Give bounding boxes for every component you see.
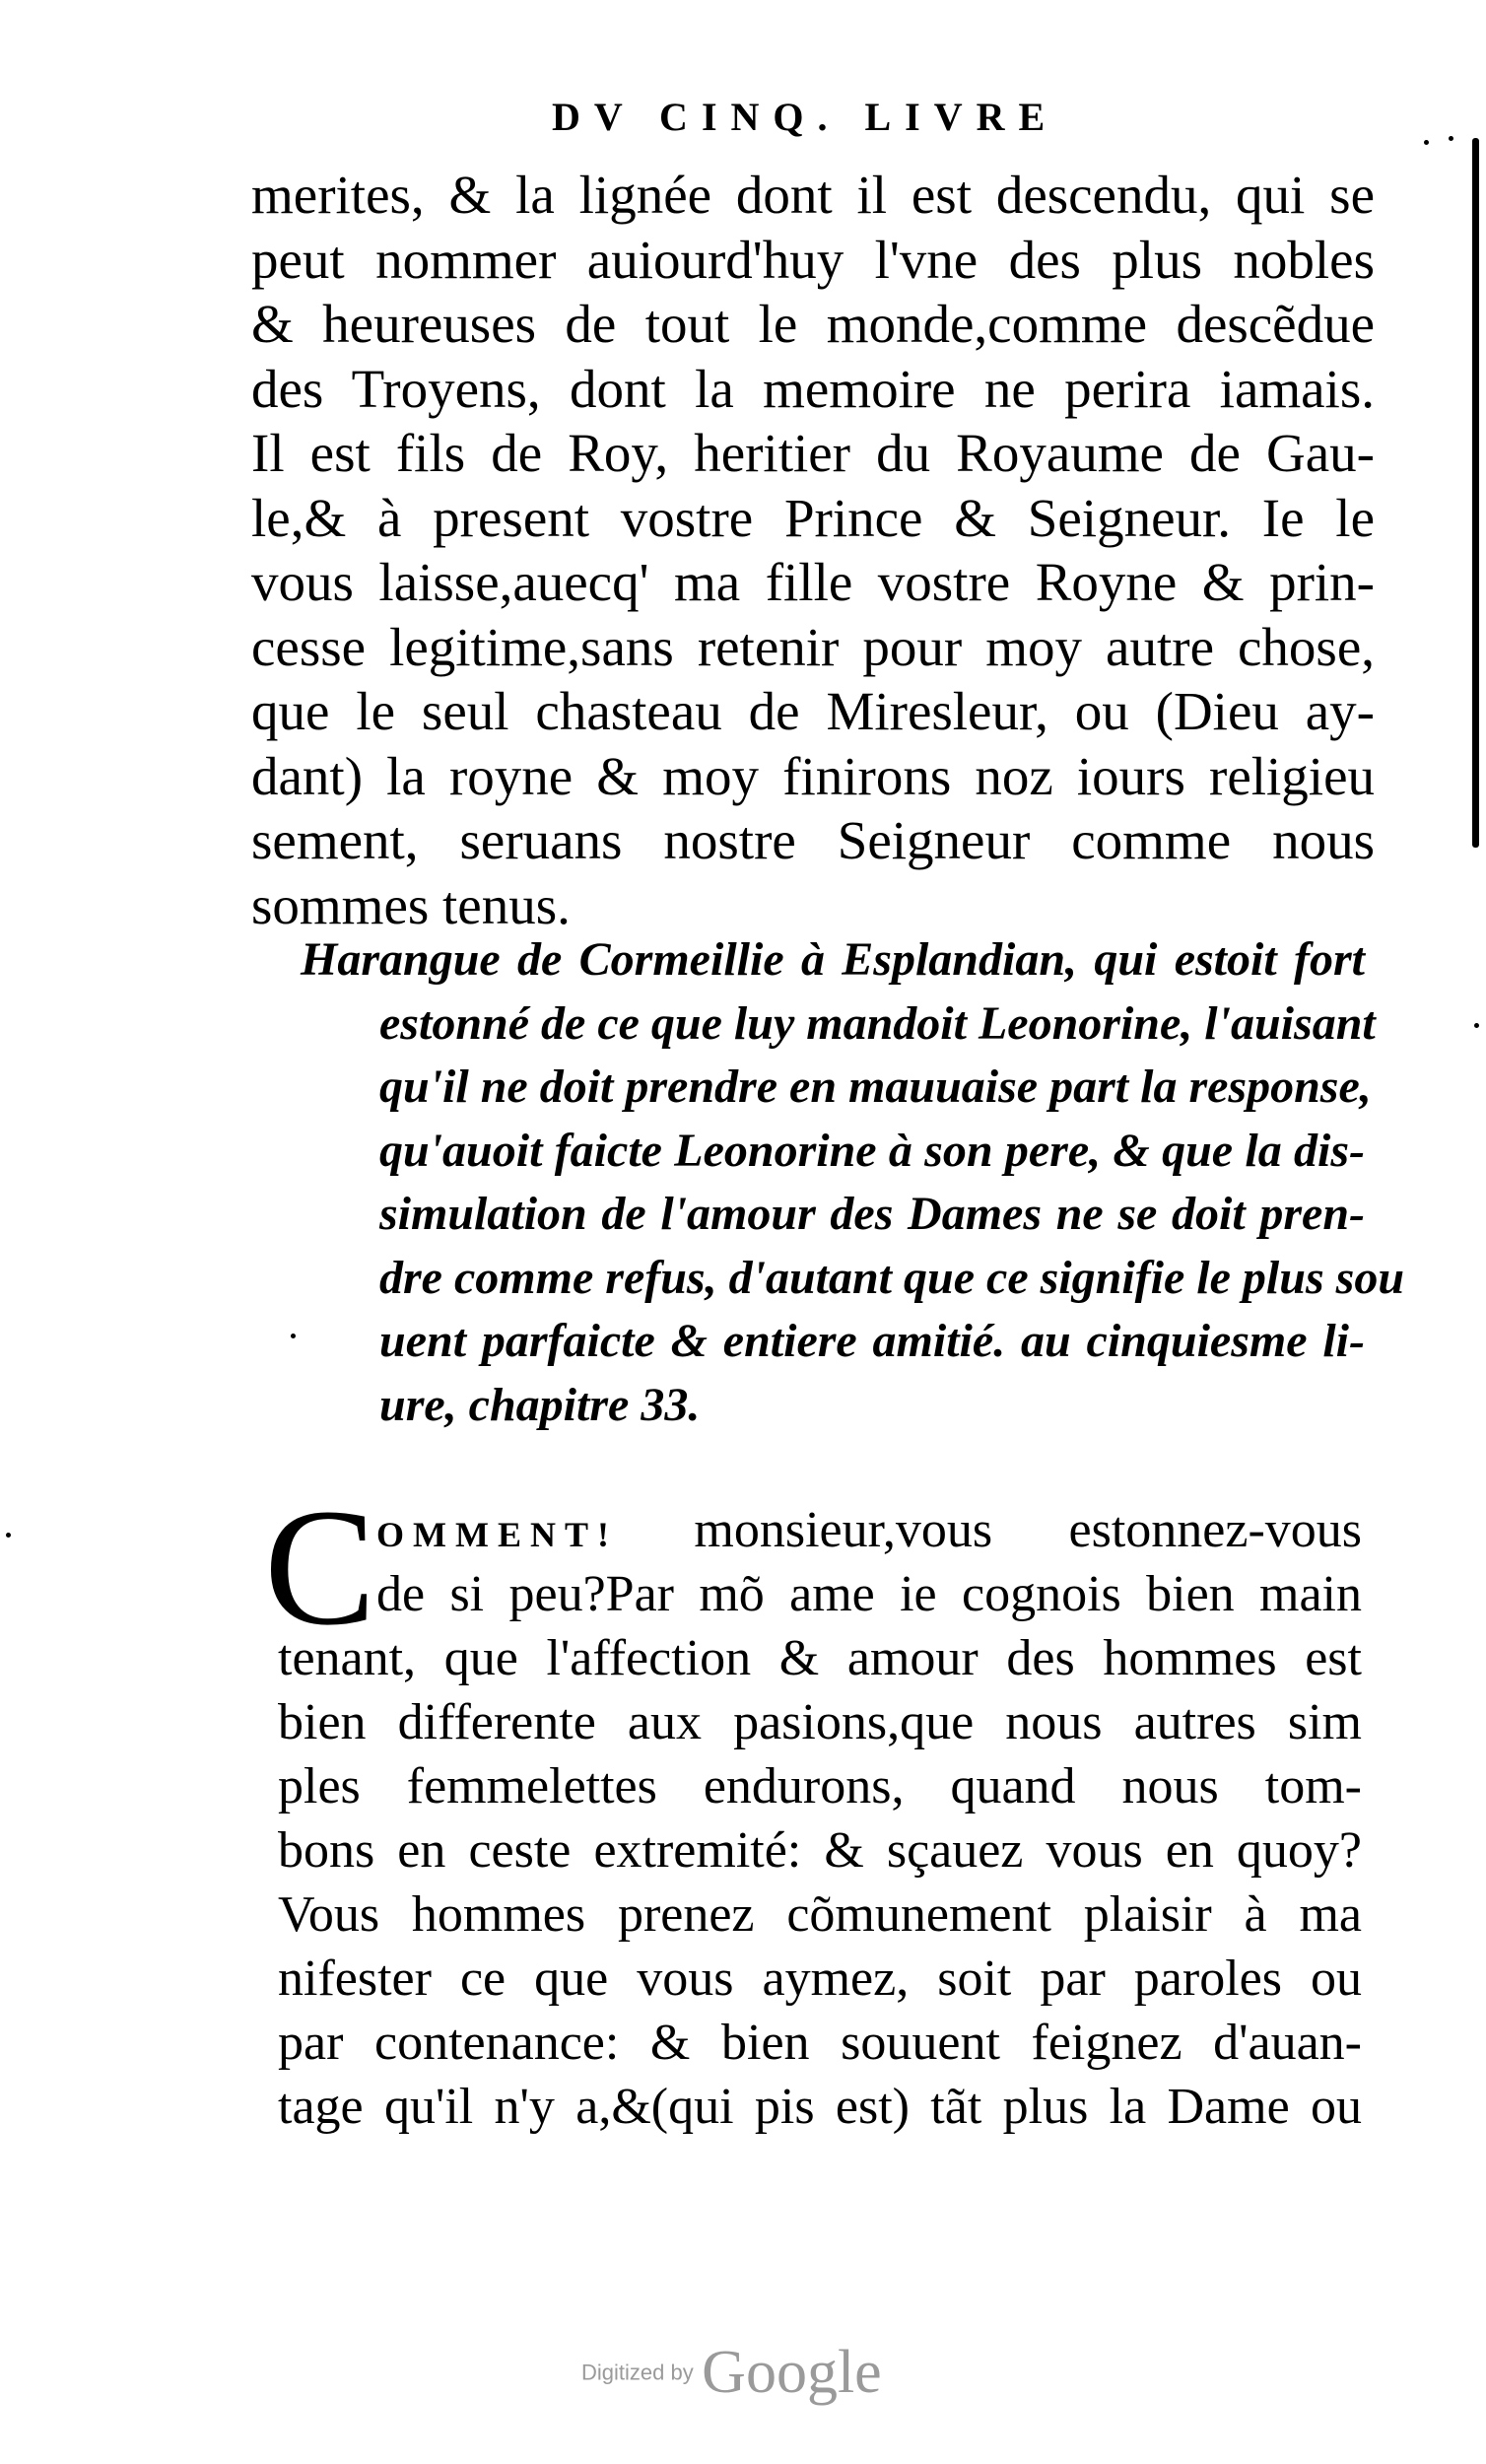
heading-line: qu'auoit faicte Leonorine à son pere, & que la dis- (379, 1124, 1365, 1177)
text-line: des Troyens, dont la memoire ne perira iamais. (251, 358, 1375, 419)
lead-caps: OMMENT! (376, 1515, 618, 1554)
ink-speck (6, 1533, 11, 1538)
chapter-body (278, 1498, 1362, 2139)
text-line: dant) la royne & moy finirons noz iours religieu (251, 745, 1375, 806)
heading-line: Harangue de Cormeillie à Esplandian, qui estoit fort (301, 933, 1365, 986)
text-line: Vous hommes prenez cõmunement plaisir à ma (278, 1886, 1362, 1943)
ink-speck (1424, 140, 1429, 145)
text-line: bons en ceste extremité: & sçauez vous en quoy? (278, 1822, 1362, 1879)
ink-speck (291, 1334, 296, 1338)
text-line: cesse legitime,sans retenir pour moy autre chose, (251, 616, 1375, 677)
text-line: bien differente aux pasions,que nous autres sim (278, 1694, 1362, 1750)
text-line: vous laisse,auecq' ma fille vostre Royne & prin- (251, 552, 1375, 612)
heading-line: dre comme refus, d'autant que ce signifie le plus sou (379, 1251, 1405, 1304)
ink-speck (1474, 1023, 1479, 1028)
chapter-heading (301, 928, 1405, 1437)
heading-line: estonné de ce que luy mandoit Leonorine, l'auisant (379, 996, 1376, 1050)
text-line (278, 1498, 1362, 1562)
text-line: sommes tenus. (251, 874, 571, 935)
heading-line: simulation de l'amour des Dames ne se doit pren- (379, 1188, 1365, 1240)
heading-line: uent parfaicte & entiere amitié. au cinquiesme li- (379, 1315, 1365, 1367)
ink-speck (1449, 136, 1453, 141)
text-line-rest: monsieur,vous estonnez-vous (694, 1502, 1362, 1558)
page-edge-rule (1472, 138, 1479, 848)
text-line: tage qu'il n'y a,&(qui pis est) tãt plus la Dame ou (278, 2079, 1362, 2135)
drop-cap: C (264, 1474, 376, 1660)
text-line: merites, & la lignée dont il est descendu, qui se (251, 165, 1375, 225)
heading-line: ure, chapitre 33. (379, 1378, 701, 1431)
text-line: ples femmelettes endurons, quand nous tom- (278, 1758, 1362, 1814)
heading-line: qu'il ne doit prendre en mauuaise part la response, (379, 1061, 1372, 1113)
running-head: DV CINQ. LIVRE (552, 95, 1059, 139)
text-line: tenant, que l'affection & amour des hommes est (278, 1630, 1362, 1686)
text-line: Il est fils de Roy, heritier du Royaume de Gau- (251, 423, 1375, 483)
text-line: peut nommer auiourd'huy l'vne des plus nobles (251, 229, 1375, 290)
google-logo: Google (702, 2339, 882, 2406)
text-line: nifester ce que vous aymez, soit par paroles ou (278, 1951, 1362, 2007)
text-line: & heureuses de tout le monde,comme descẽdue (251, 294, 1375, 354)
text-line: par contenance: & bien souuent feignez d'auan- (278, 2015, 1362, 2071)
watermark-prefix: Digitized by (581, 2360, 694, 2385)
body-paragraph (251, 163, 1375, 937)
digitized-watermark (581, 2338, 907, 2408)
text-line: sement, seruans nostre Seigneur comme nous (251, 810, 1375, 870)
text-line: que le seul chasteau de Miresleur, ou (Dieu ay- (251, 681, 1375, 741)
text-line: le,& à present vostre Prince & Seigneur. Ie le (251, 487, 1375, 548)
text-line: de si peu?Par mõ ame ie cognois bien main (376, 1566, 1362, 1622)
